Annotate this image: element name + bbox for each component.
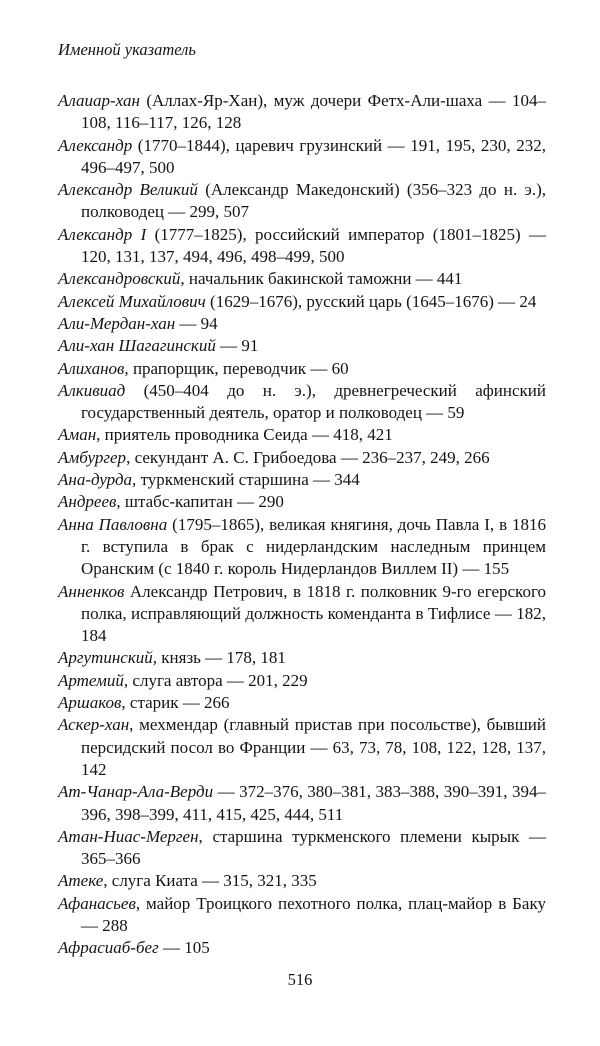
entry-name: Аскер-хан [58, 715, 130, 735]
entry-text: князь — 178, 181 [157, 648, 286, 668]
entry-text: , секундант А. С. Грибоедова — 236–237, 249, 266 [126, 447, 490, 467]
entry-name: Александр [58, 135, 133, 155]
entry-name: Афрасиаб-бег [58, 938, 159, 958]
entry-text: (1777–1825), российский император (1801–1825) — 120, 131, 137, 494, 496, 498–499, 500 [81, 224, 546, 267]
entry-name: Аршаков, [58, 693, 126, 713]
index-entry [58, 692, 546, 714]
index-entry [58, 447, 546, 469]
entry-name: Аман [58, 425, 97, 445]
index-entry [58, 893, 546, 938]
entry-text: старик — 266 [125, 693, 230, 713]
page-number: 516 [287, 970, 313, 989]
index-entry [58, 870, 546, 892]
index-entry [58, 670, 546, 692]
index-entry [58, 514, 546, 581]
entry-name: Али-хан Шагагинский [58, 336, 216, 356]
entry-text: — 105 [158, 938, 210, 958]
entry-name: Али-Мердан-хан [58, 313, 176, 333]
entry-text: , слуга Киата — 315, 321, 335 [103, 871, 317, 891]
index-entry [58, 380, 546, 425]
running-head: Именной указатель [58, 40, 196, 59]
entry-name: Анненков [58, 581, 125, 601]
index-entry [58, 581, 546, 648]
entry-name: Александр Великий [58, 180, 198, 200]
entry-text: , штабс-капитан — 290 [116, 492, 284, 512]
index-entry [58, 90, 546, 135]
index-entry [58, 714, 546, 781]
entry-name: Атан-Ниас-Мерген [58, 826, 199, 846]
index-entry [58, 268, 546, 290]
index-entry [58, 179, 546, 224]
entry-name: Александровский, [58, 269, 185, 289]
entry-text: Александр Петрович, в 1818 г. полковник 9-го егерского полка, исправляющий должность коменданта в Тифлисе — 182, 184 [81, 581, 546, 646]
entry-text: , майор Троицкого пехотного полка, плац-майор в Баку — 288 [81, 893, 546, 935]
index-entry [58, 647, 546, 669]
entry-name: Амбургер [58, 447, 127, 467]
entry-name: Алиханов, [58, 358, 129, 378]
entry-text: — 372–376, 380–381, 383–388, 390–391, 394–396, 398–399, 411, 415, 425, 444, 511 [81, 782, 546, 824]
entry-name: Алаиар-хан [58, 91, 140, 110]
entry-name: Александр I [58, 224, 147, 244]
index-entry [58, 469, 546, 491]
entry-text: (Александр Македонский) (356–323 до н. э.), полководец — 299, 507 [81, 180, 546, 222]
entry-text: прапорщик, переводчик — 60 [128, 358, 349, 378]
index-entry [58, 291, 546, 313]
entry-name: Андреев [58, 492, 117, 512]
entry-name: Алексей Михайлович [58, 291, 206, 311]
index-entry [58, 224, 546, 269]
entry-name: Артемий [58, 670, 124, 690]
index-entry [58, 313, 546, 335]
index-entry [58, 781, 546, 826]
entry-name: Ана-дурда, [58, 470, 137, 490]
entry-text: туркменский старшина — 344 [136, 470, 360, 490]
index-entry [58, 937, 546, 959]
entry-text: , мехмендар (главный пристав при посольстве), бывший персидский посол во Франции — 63, 73, 78, 108, 122, 128, 137, 142 [81, 715, 546, 779]
entry-text: , приятель проводника Сеида — 418, 421 [96, 425, 393, 445]
entry-text: (Аллах-Яр-Хан), муж дочери Фетх-Али-шаха — 104–108, 116–117, 126, 128 [81, 91, 546, 133]
entry-text: (1795–1865), великая княгиня, дочь Павла I, в 1816 г. вступила в брак с нидерландским наследным принцем Оранским (с 1840 г. король Нидерландов Виллем II) — 155 [81, 514, 546, 579]
entry-text: — 91 [215, 336, 259, 356]
entry-name: Анна Павловна [58, 514, 168, 534]
entry-name: Ат-Чанар-Ала-Верди [58, 782, 214, 802]
entry-text: — 94 [175, 313, 218, 333]
entry-text: (450–404 до н. э.), древнегреческий афинский государственный деятель, оратор и полководец — 59 [81, 380, 546, 423]
entry-text: (1770–1844), царевич грузинский — 191, 195, 230, 232, 496–497, 500 [81, 135, 546, 177]
index-entry [58, 358, 546, 380]
name-index [58, 90, 546, 960]
index-entry [58, 135, 546, 180]
index-entry [58, 491, 546, 513]
entry-name: Алкивиад [58, 380, 126, 400]
entry-text: (1629–1676), русский царь (1645–1676) — 24 [205, 291, 537, 311]
index-entry [58, 424, 546, 446]
entry-name: Аргутинский, [58, 648, 158, 668]
entry-text: , слуга автора — 201, 229 [123, 670, 308, 690]
index-entry [58, 826, 546, 871]
index-entry [58, 335, 546, 357]
entry-text: , старшина туркменского племени кырык — 365–366 [81, 826, 546, 869]
entry-name: Атеке [58, 871, 104, 891]
entry-text: начальник бакинской таможни — 441 [184, 269, 463, 289]
entry-name: Афанасьев [58, 893, 136, 913]
